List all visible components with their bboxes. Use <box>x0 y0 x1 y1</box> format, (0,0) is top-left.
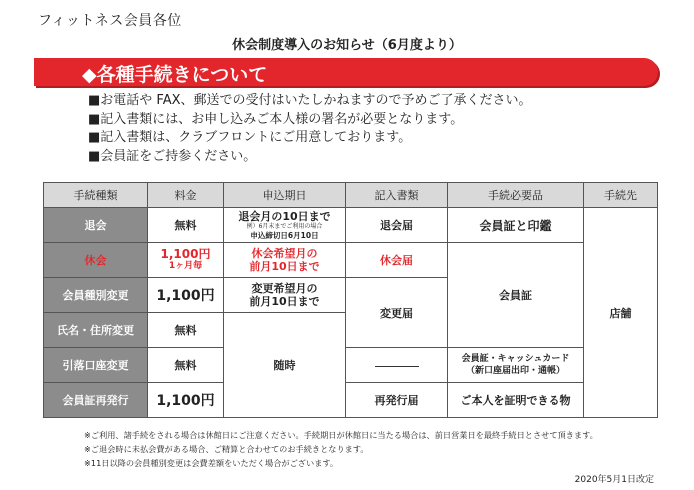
required-items-cell: 会員証 <box>448 243 584 348</box>
notice-item: ■お電話や FAX、郵送での受付はいたしかねますので予めご了承ください。 <box>88 93 532 108</box>
deadline-line: 変更希望月の <box>251 282 318 295</box>
form-cell <box>346 348 448 383</box>
required-items-line: 会員証・キャッシュカード <box>461 354 570 364</box>
footnote: ※ご退会時に未払会費がある場合、ご精算と合わせてのお手続きとなります。 <box>84 444 369 454</box>
deadline-cell: 随時 <box>224 313 346 418</box>
fee-cell: 無料 <box>148 348 224 383</box>
footnote: ※ご利用、諸手続をされる場合は休館日にご注意ください。手続期日が休館日に当たる場合は、前日営業日を最終手続日とさせて頂きます。 <box>84 430 598 440</box>
notice-item: ■会員証をご持参ください。 <box>88 148 257 164</box>
fee-cell: 1,100円 <box>148 278 224 313</box>
procedure-type: 退会 <box>44 208 148 243</box>
notice-item: ■記入書類は、クラブフロントにご用意しております。 <box>88 130 412 145</box>
deadline-line: 前月10日まで <box>249 295 320 308</box>
column-header: 手続先 <box>584 183 658 208</box>
fee-unit: 1ヶ月毎 <box>168 261 203 271</box>
column-header: 料金 <box>148 183 224 208</box>
fee-amount: 1,100円 <box>160 247 211 261</box>
procedure-type: 引落口座変更 <box>44 348 148 383</box>
fee-cell <box>148 243 224 278</box>
required-items-line: （新口座届出印・通帳） <box>465 366 565 376</box>
procedure-type: 氏名・住所変更 <box>44 313 148 348</box>
addressee: フィットネス会員各位 <box>38 13 182 29</box>
section-banner <box>34 58 658 86</box>
column-header: 手続種類 <box>44 183 148 208</box>
fee-cell: 無料 <box>148 208 224 243</box>
notice-item: ■記入書類には、お申し込みご本人様の署名が必要となります。 <box>88 111 464 127</box>
notice-list <box>88 92 532 166</box>
procedure-type: 会員種別変更 <box>44 278 148 313</box>
table-row-bank-change <box>44 348 658 383</box>
deadline-example: 例）6月末までご利用の場合 <box>246 223 323 230</box>
location-cell: 店舗 <box>584 208 658 418</box>
footnotes <box>84 428 598 470</box>
deadline-line: 休会希望月の <box>251 247 318 260</box>
deadline-cell <box>224 243 346 278</box>
column-header: 記入書類 <box>346 183 448 208</box>
column-header: 申込期日 <box>224 183 346 208</box>
dash-line <box>375 366 419 367</box>
deadline-main: 退会月の10日まで <box>238 210 331 223</box>
deadline-cell <box>224 278 346 313</box>
table-header-row <box>44 183 658 208</box>
fee-cell: 無料 <box>148 313 224 348</box>
table-row-card-reissue <box>44 383 658 418</box>
fee-cell: 1,100円 <box>148 383 224 418</box>
document-title: 休会制度導入のお知らせ（6月度より） <box>232 38 462 53</box>
section-heading: ◆各種手続きについて <box>82 64 268 86</box>
procedure-type: 休会 <box>44 243 148 278</box>
required-items-cell <box>448 348 584 383</box>
column-header: 手続必要品 <box>448 183 584 208</box>
required-items-cell: ご本人を証明できる物 <box>448 383 584 418</box>
required-items-cell: 会員証と印鑑 <box>448 208 584 243</box>
deadline-cell <box>224 208 346 243</box>
revision-date: 2020年5月1日改定 <box>574 475 654 485</box>
procedure-type: 会員証再発行 <box>44 383 148 418</box>
form-cell: 退会届 <box>346 208 448 243</box>
form-cell: 休会届 <box>346 243 448 278</box>
table-row-suspension <box>44 243 658 278</box>
deadline-example-cutoff: 申込締切日6月10日 <box>250 231 319 240</box>
footnote: ※11日以降の会員種別変更は会費差額をいただく場合がございます。 <box>84 458 339 468</box>
table-row-withdrawal <box>44 208 658 243</box>
form-cell: 再発行届 <box>346 383 448 418</box>
form-cell: 変更届 <box>346 278 448 348</box>
procedures-table <box>43 182 658 418</box>
deadline-line: 前月10日まで <box>249 260 320 273</box>
